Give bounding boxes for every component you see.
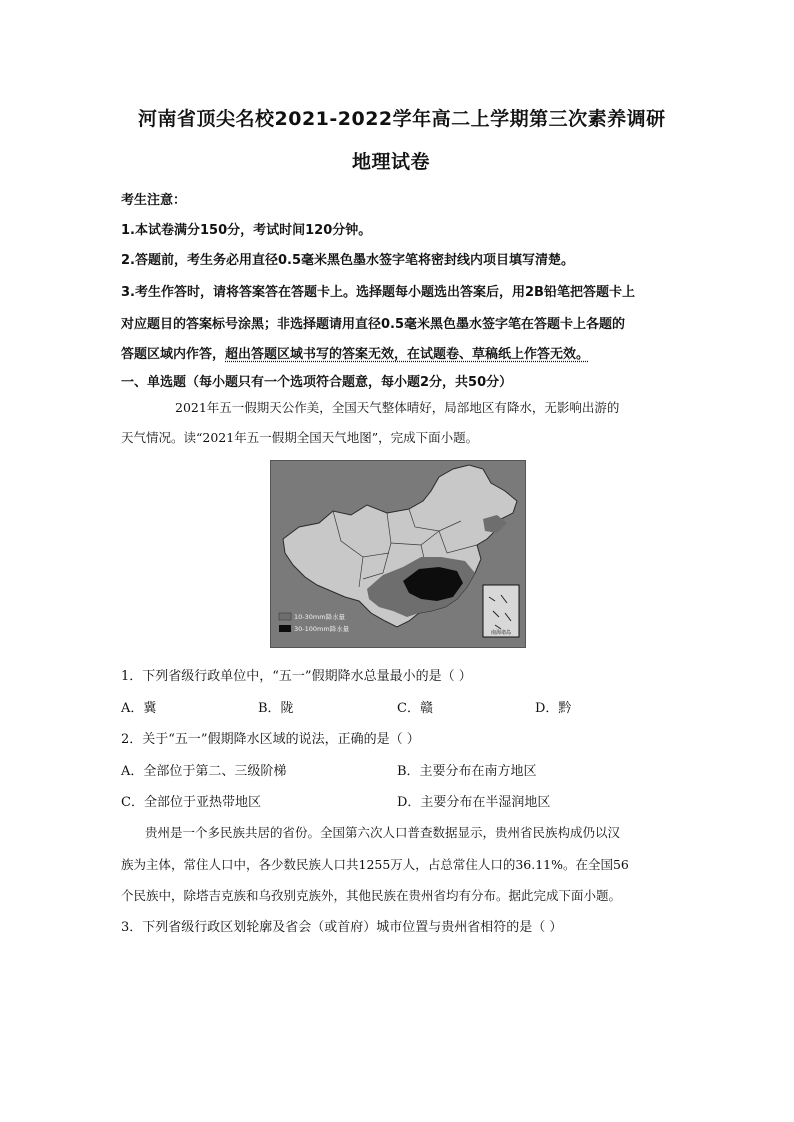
intro-line-2: 天气情况。读“2021年五一假期全国天气地图”，完成下面小题。 bbox=[121, 430, 479, 445]
passage-2-line-3: 个民族中，除塔吉克族和乌孜别克族外，其他民族在贵州省均有分布。据此完成下面小题。 bbox=[121, 888, 622, 903]
question-1-option-c[interactable]: C．赣 bbox=[397, 701, 433, 716]
question-1-option-b[interactable]: B．陇 bbox=[258, 701, 294, 716]
question-2-option-b[interactable]: B．主要分布在南方地区 bbox=[397, 764, 537, 779]
notice-item-2: 2.答题前，考生务必用直径0.5毫米黑色墨水签字笔将密封线内项目填写清楚。 bbox=[121, 253, 575, 268]
notice-item-3-line3-a: 答题区域内作答， bbox=[121, 347, 226, 362]
question-1-option-a[interactable]: A．冀 bbox=[121, 701, 157, 716]
legend-label-light: 10-30mm降水量 bbox=[294, 613, 346, 621]
notice-item-3-line1: 3.考生作答时，请将答案答在答题卡上。选择题每小题选出答案后，用2B铅笔把答题卡上 bbox=[121, 285, 635, 300]
page-title-line2: 地理试卷 bbox=[352, 151, 431, 173]
notice-heading: 考生注意： bbox=[121, 193, 187, 208]
inset-label: 南海诸岛 bbox=[490, 630, 512, 636]
notice-item-3-line2: 对应题目的答案标号涂黑；非选择题请用直径0.5毫米黑色墨水签字笔在答题卡上各题的 bbox=[121, 317, 626, 332]
legend-swatch-heavy bbox=[279, 625, 291, 632]
legend-swatch-light bbox=[279, 613, 291, 620]
notice-item-1: 1.本试卷满分150分，考试时间120分钟。 bbox=[121, 223, 372, 238]
passage-2-line-2: 族为主体，常住人口中，各少数民族人口共1255万人，占总常住人口的36.11%。在全国56 bbox=[121, 857, 629, 872]
intro-line-1: 2021年五一假期天公作美，全国天气整体晴好，局部地区有降水，无影响出游的 bbox=[175, 400, 620, 415]
question-2-option-a[interactable]: A．全部位于第二、三级阶梯 bbox=[121, 764, 287, 779]
passage-2-line-1: 贵州是一个多民族共居的省份。全国第六次人口普查数据显示，贵州省民族构成仍以汉 bbox=[145, 825, 621, 840]
question-2-option-d[interactable]: D．主要分布在半湿润地区 bbox=[397, 795, 551, 810]
legend-label-heavy: 30-100mm降水量 bbox=[294, 625, 350, 633]
question-2-option-c[interactable]: C．全部位于亚热带地区 bbox=[121, 795, 261, 810]
page-title-line1: 河南省顶尖名校2021-2022学年高二上学期第三次素养调研 bbox=[138, 108, 666, 130]
question-1-stem: 1．下列省级行政单位中，“五一”假期降水总量最小的是（ ） bbox=[121, 669, 472, 684]
question-2-stem: 2．关于“五一”假期降水区域的说法，正确的是（ ） bbox=[121, 732, 420, 747]
notice-item-3-line3-b: 超出答题区域书写的答案无效，在试题卷、草稿纸上作答无效。 bbox=[225, 347, 590, 362]
section-heading: 一、单选题（每小题只有一个选项符合题意，每小题2分，共50分） bbox=[121, 375, 513, 390]
notice-item-3-line3 bbox=[121, 343, 589, 362]
question-3-stem: 3．下列省级行政区划轮廓及省会（或首府）城市位置与贵州省相符的是（ ） bbox=[121, 920, 563, 935]
china-weather-map bbox=[270, 460, 526, 648]
question-1-option-d[interactable]: D．黔 bbox=[535, 701, 572, 716]
